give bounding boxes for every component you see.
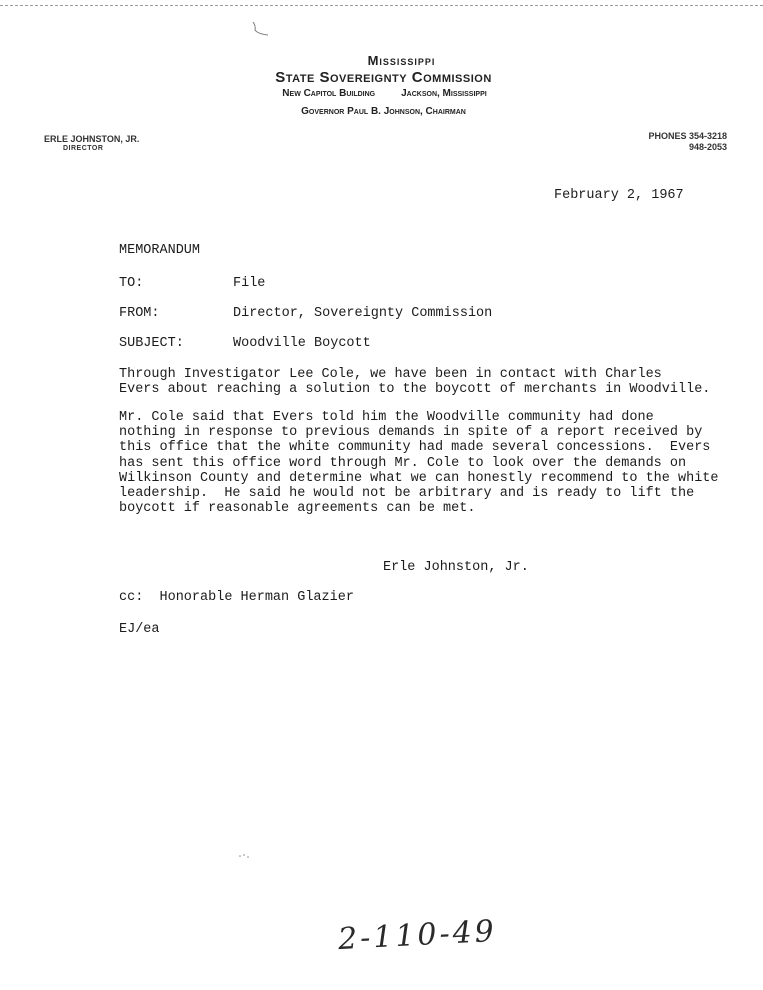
typist-initials: EJ/ea xyxy=(119,622,160,637)
memo-heading: MEMORANDUM xyxy=(119,243,201,258)
memo-date: February 2, 1967 xyxy=(554,188,684,203)
director-title: DIRECTOR xyxy=(63,145,104,152)
to-label: TO: xyxy=(119,276,144,291)
director-name: ERLE JOHNSTON, JR. xyxy=(44,134,140,144)
scan-speck xyxy=(238,852,252,860)
paragraph-line: Evers about reaching a solution to the boycott of merchants in Woodville. xyxy=(119,382,711,398)
letterhead-state: Mississippi xyxy=(367,53,436,68)
handwritten-file-number: 2-110-49 xyxy=(337,913,498,958)
letterhead-agency: State Sovereignty Commission xyxy=(275,69,492,86)
from-label: FROM: xyxy=(119,306,160,321)
from-value: Director, Sovereignty Commission xyxy=(233,306,493,321)
paragraph-line: Mr. Cole said that Evers told him the Woodville community had done xyxy=(119,410,654,425)
paragraph-line: this office that the white community had made several concessions. Evers xyxy=(119,440,711,456)
to-value: File xyxy=(233,276,266,291)
subject-value: Woodville Boycott xyxy=(233,336,371,351)
letterhead-city: Jackson, Mississippi xyxy=(401,88,487,99)
letterhead-governor: Governor Paul B. Johnson, Chairman xyxy=(301,106,466,117)
paragraph-line: leadership. He said he would not be arbitrary and is ready to lift the xyxy=(119,486,695,502)
paragraph-line: Through Investigator Lee Cole, we have been in contact with Charles xyxy=(119,367,662,382)
memo-paragraph-2 xyxy=(119,410,719,517)
subject-label: SUBJECT: xyxy=(119,336,184,351)
letterhead-building: New Capitol Building xyxy=(282,88,376,99)
paragraph-line: boycott if reasonable agreements can be met. xyxy=(119,501,476,517)
letterhead-address xyxy=(0,88,763,99)
paragraph-line: nothing in response to previous demands in spite of a report received by xyxy=(119,425,703,441)
phone-numbers-primary: PHONES 354-3218 xyxy=(648,131,727,141)
paragraph-line: has sent this office word through Mr. Cole to look over the demands on xyxy=(119,455,687,471)
memo-paragraph-1 xyxy=(119,367,711,398)
paragraph-line: Wilkinson County and determine what we can honestly recommend to the white xyxy=(119,470,719,486)
phone-numbers-secondary: 948-2053 xyxy=(688,142,727,152)
scan-edge xyxy=(0,5,763,6)
signature-line: Erle Johnston, Jr. xyxy=(383,560,529,575)
pen-mark xyxy=(250,20,274,40)
carbon-copy-line: cc: Honorable Herman Glazier xyxy=(119,590,354,605)
